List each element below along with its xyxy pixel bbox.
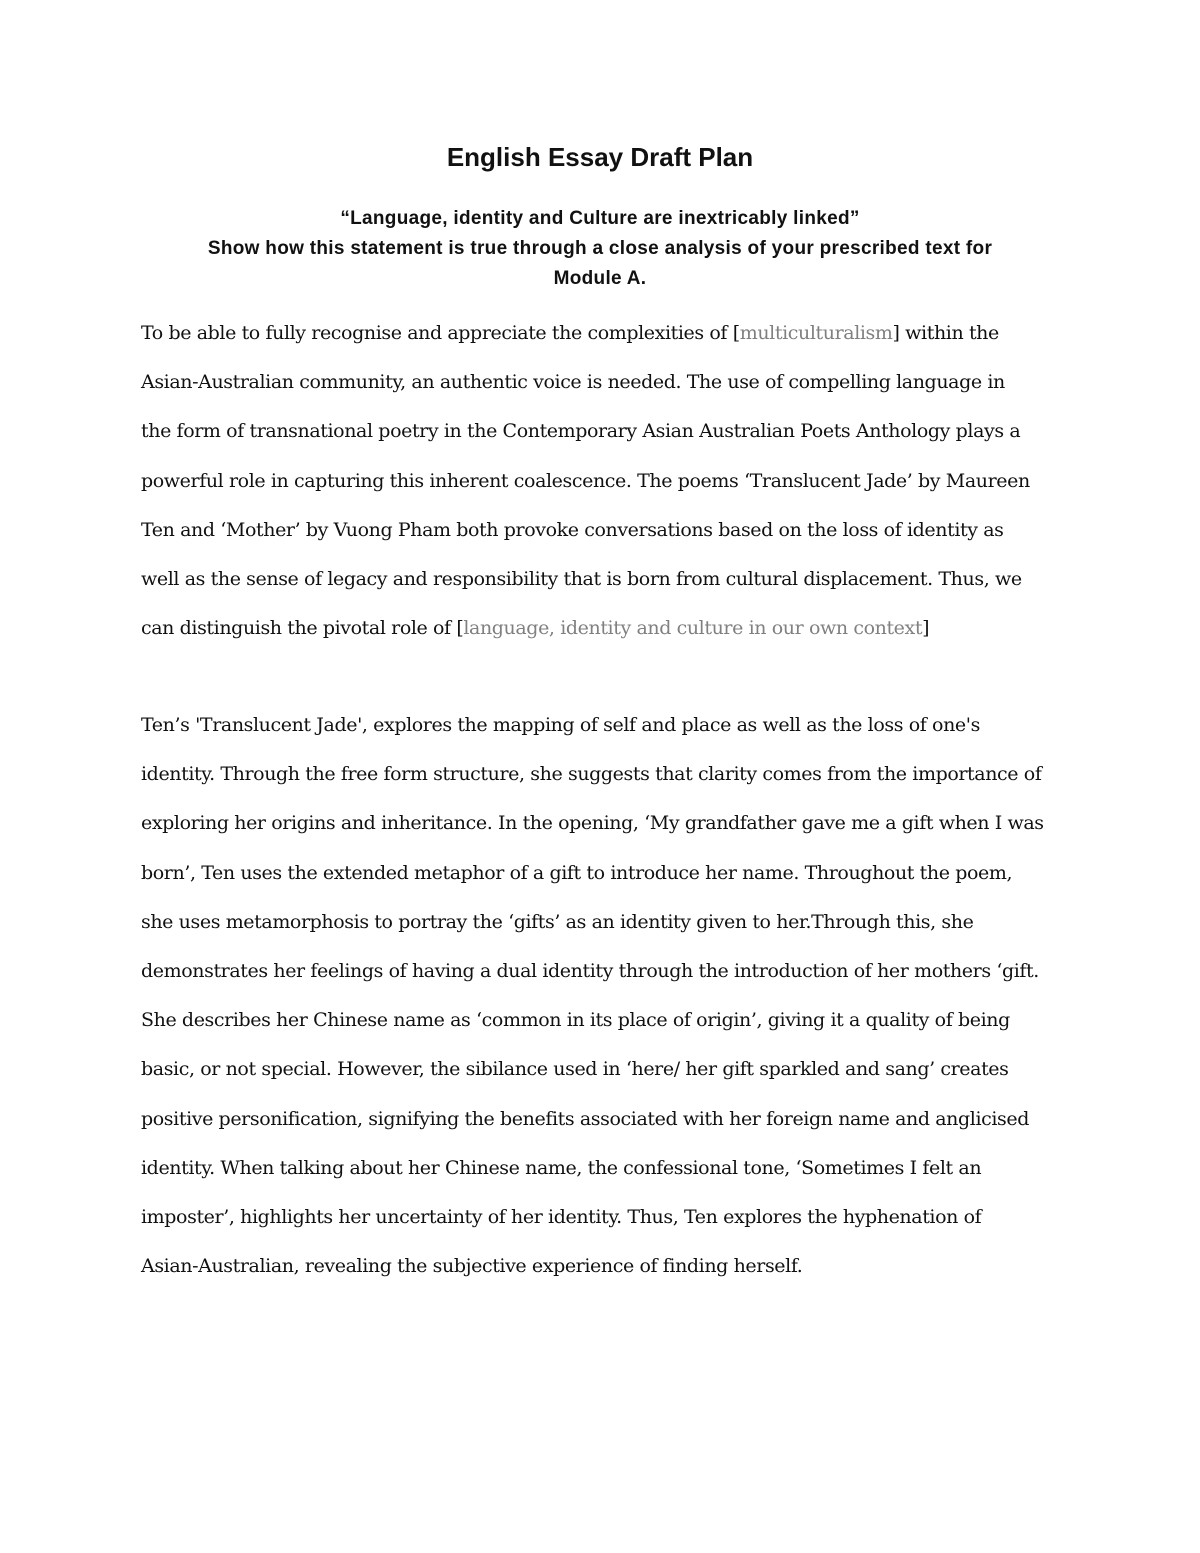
paragraph-line <box>141 309 1071 358</box>
prompt-quote: “Language, identity and Culture are inextricably linked” <box>340 208 860 229</box>
body-paragraph <box>141 701 1071 1291</box>
introduction-paragraph <box>141 309 1071 653</box>
paragraph-line: powerful role in capturing this inherent coalescence. The poems ‘Translucent Jade’ by Maureen <box>141 469 1030 492</box>
paragraph-line: Asian-Australian community, an authentic voice is needed. The use of compelling language in <box>141 371 1005 394</box>
paragraph-line: positive personification, signifying the benefits associated with her foreign name and anglicised <box>141 1107 1030 1130</box>
paragraph-line: exploring her origins and inheritance. In the opening, ‘My grandfather gave me a gift when I was <box>141 812 1044 835</box>
text-run: can distinguish the pivotal role of [ <box>141 617 464 640</box>
paragraph-line: Ten’s 'Translucent Jade', explores the mapping of self and place as well as the loss of one's <box>141 714 980 736</box>
placeholder-text: multiculturalism <box>739 322 893 344</box>
paragraph-line: demonstrates her feelings of having a dual identity through the introduction of her mothers ‘gift. <box>141 960 1039 983</box>
document-title: English Essay Draft Plan <box>446 142 754 172</box>
text-run: To be able to fully recognise and appreciate the complexities of [ <box>141 322 740 344</box>
paragraph-line: imposter’, highlights her uncertainty of her identity. Thus, Ten explores the hyphenation of <box>141 1206 982 1229</box>
paragraph-line: She describes her Chinese name as ‘common in its place of origin’, giving it a quality of being <box>141 1009 1010 1032</box>
paragraph-line: born’, Ten uses the extended metaphor of a gift to introduce her name. Throughout the poem, <box>141 861 1013 884</box>
placeholder-text: language, identity and culture in our own context <box>463 617 923 640</box>
prompt-instruction-line-1: Show how this statement is true through a close analysis of your prescribed text for <box>207 238 993 259</box>
paragraph-line <box>141 604 1071 653</box>
paragraph-line: basic, or not special. However, the sibilance used in ‘here/ her gift sparkled and sang’ creates <box>141 1058 1009 1081</box>
paragraph-line: the form of transnational poetry in the Contemporary Asian Australian Poets Anthology plays a <box>141 420 1021 443</box>
essay-prompt <box>160 204 1040 294</box>
paragraph-line: she uses metamorphosis to portray the ‘gifts’ as an identity given to her.Through this, she <box>141 910 974 933</box>
paragraph-line: identity. Through the free form structure, she suggests that clarity comes from the importance of <box>141 763 1042 786</box>
text-run: ] within the <box>892 322 999 344</box>
prompt-instruction-line-2: Module A. <box>553 268 647 289</box>
text-run: ] <box>922 617 930 640</box>
paragraph-line: Asian-Australian, revealing the subjective experience of finding herself. <box>141 1255 803 1278</box>
paragraph-line: Ten and ‘Mother’ by Vuong Pham both provoke conversations based on the loss of identity as <box>141 518 1004 541</box>
paragraph-line: identity. When talking about her Chinese name, the confessional tone, ‘Sometimes I felt an <box>141 1156 982 1179</box>
paragraph-line: well as the sense of legacy and responsibility that is born from cultural displacement. Thus, we <box>141 568 1022 591</box>
